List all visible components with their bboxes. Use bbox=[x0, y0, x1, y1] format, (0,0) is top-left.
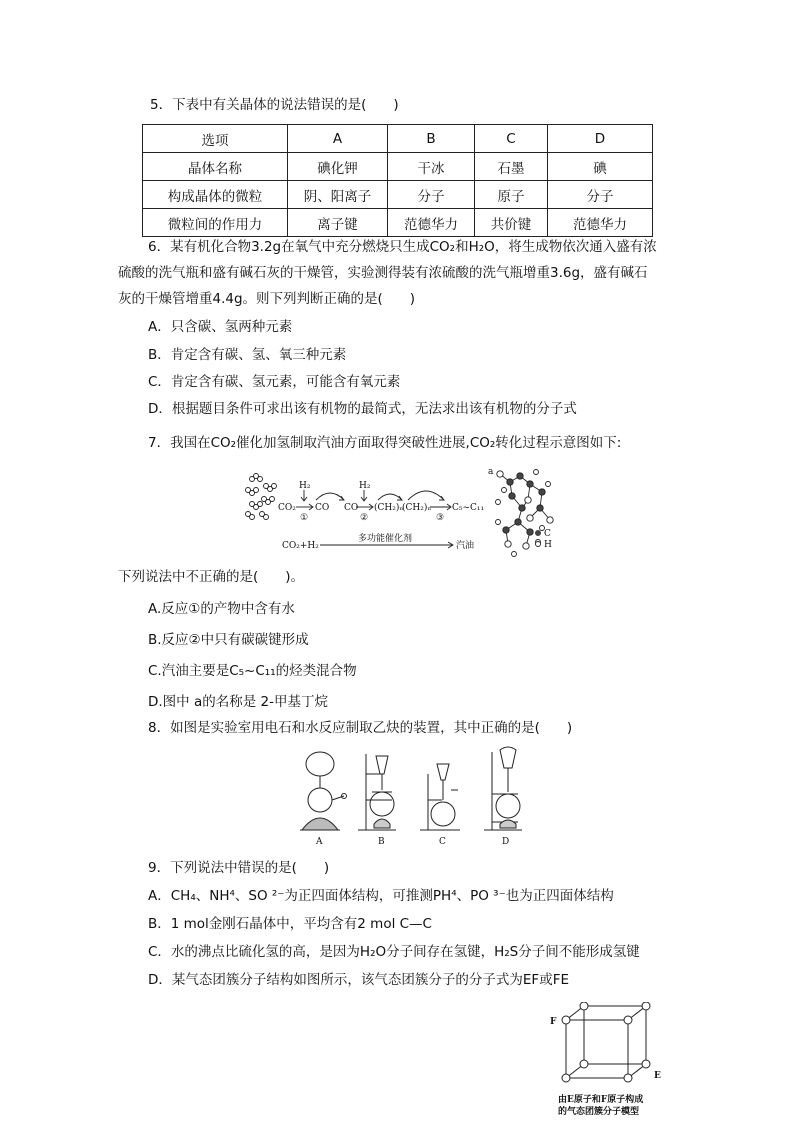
cube-label-f: F bbox=[550, 1017, 557, 1027]
cube-caption-line2: 的气态团簇分子模型 bbox=[558, 1107, 640, 1117]
table-cell: 碘 bbox=[548, 153, 653, 181]
fig-step1-label: ① bbox=[300, 513, 309, 523]
fig-co-label: CO bbox=[315, 503, 330, 513]
apparatus-label-b: B bbox=[378, 837, 385, 847]
table-cell: 微粒间的作用力 bbox=[143, 209, 288, 237]
fig-step2-label: ② bbox=[360, 513, 369, 523]
fig-overall-right: 汽油 bbox=[456, 541, 475, 551]
q6-option-b: B．肯定含有碳、氢、氧三种元素 bbox=[148, 347, 347, 363]
fig-catalyst-label: 多功能催化剂 bbox=[358, 534, 413, 544]
table-cell: 构成晶体的微粒 bbox=[143, 181, 288, 209]
crystal-table bbox=[142, 124, 653, 237]
q7-option-d: D.图中 a的名称是 2-甲基丁烷 bbox=[148, 694, 329, 710]
cube-label-e: E bbox=[654, 1071, 661, 1081]
q6-option-a: A．只含碳、氢两种元素 bbox=[148, 319, 293, 335]
table-cell: 选项 bbox=[143, 125, 288, 153]
q5-stem: 5．下表中有关晶体的说法错误的是( ) bbox=[150, 97, 399, 113]
table-cell: C bbox=[475, 125, 548, 153]
fig-overall-left: CO₂+H₂ bbox=[282, 541, 319, 551]
apparatus-label-a: A bbox=[316, 837, 323, 847]
cluster-molecule-figure bbox=[540, 1002, 670, 1120]
q6-option-c: C．肯定含有碳、氢元素，可能含有氧元素 bbox=[148, 374, 401, 390]
fig-product-label: C₅~C₁₁ bbox=[452, 503, 485, 513]
table-row bbox=[143, 209, 653, 237]
table-cell: 分子 bbox=[548, 181, 653, 209]
table-cell: 范德华力 bbox=[388, 209, 475, 237]
table-row bbox=[143, 125, 653, 153]
table-cell: 晶体名称 bbox=[143, 153, 288, 181]
q7-option-a: A.反应①的产物中含有水 bbox=[148, 601, 295, 617]
q6-line3: 灰的干燥管增重4.4g。则下列判断正确的是( ) bbox=[118, 291, 416, 307]
fig-co2-label: CO₂ bbox=[278, 503, 296, 513]
q9-stem: 9．下列说法中错误的是( ) bbox=[148, 860, 330, 876]
fig-legend-h: H bbox=[544, 540, 552, 550]
co2-conversion-diagram bbox=[242, 462, 562, 562]
table-row bbox=[143, 153, 653, 181]
q9-option-d: D．某气态团簇分子结构如图所示，该气态团簇分子的分子式为EF或FE bbox=[148, 972, 569, 988]
fig-ch2-label: (CH₂)ₙ bbox=[374, 503, 404, 513]
q7-option-c: C.汽油主要是C₅~C₁₁的烃类混合物 bbox=[148, 663, 357, 679]
q6-line2: 硫酸的洗气瓶和盛有碱石灰的干燥管，实验测得装有浓硫酸的洗气瓶增重3.6g，盛有碱石 bbox=[118, 265, 648, 281]
q7-option-b: B.反应②中只有碳碳键形成 bbox=[148, 632, 309, 648]
table-cell: A bbox=[288, 125, 388, 153]
table-cell: 阴、阳离子 bbox=[288, 181, 388, 209]
q9-option-c: C．水的沸点比硫化氢的高，是因为H₂O分子间存在氢键，H₂S分子间不能形成氢键 bbox=[148, 944, 640, 960]
table-cell: 碘化钾 bbox=[288, 153, 388, 181]
q8-stem: 8．如图是实验室用电石和水反应制取乙炔的装置，其中正确的是( ) bbox=[148, 720, 573, 736]
table-row bbox=[143, 181, 653, 209]
table-cell: 离子键 bbox=[288, 209, 388, 237]
fig-ch2-label-2: (CH₂)ₙ bbox=[402, 503, 432, 513]
fig-h2-label: H₂ bbox=[299, 481, 311, 491]
apparatus-label-d: D bbox=[502, 837, 510, 847]
table-cell: 共价键 bbox=[475, 209, 548, 237]
table-cell: B bbox=[388, 125, 475, 153]
acetylene-apparatus-figure bbox=[296, 744, 526, 850]
table-cell: 原子 bbox=[475, 181, 548, 209]
q7-prompt: 下列说法中不正确的是( )。 bbox=[118, 569, 305, 585]
q7-stem: 7．我国在CO₂催化加氢制取汽油方面取得突破性进展,CO₂转化过程示意图如下: bbox=[148, 435, 622, 451]
fig-label-a: a bbox=[488, 467, 494, 477]
q9-option-a: A．CH₄、NH⁴、SO ²⁻为正四面体结构，可推测PH⁴、PO ³⁻也为正四面体结构 bbox=[148, 888, 614, 904]
cube-caption-line1: 由E原子和F原子构成 bbox=[558, 1095, 644, 1105]
q6-option-d: D．根据题目条件可求出该有机物的最简式，无法求出该有机物的分子式 bbox=[148, 401, 577, 417]
fig-h2-label-2: H₂ bbox=[359, 481, 371, 491]
fig-step3-label: ③ bbox=[436, 513, 445, 523]
q6-line1: 6．某有机化合物3.2g在氧气中充分燃烧只生成CO₂和H₂O，将生成物依次通入盛有浓 bbox=[148, 239, 657, 255]
table-cell: D bbox=[548, 125, 653, 153]
table-cell: 分子 bbox=[388, 181, 475, 209]
table-cell: 石墨 bbox=[475, 153, 548, 181]
q9-option-b: B．1 mol金刚石晶体中，平均含有2 mol C—C bbox=[148, 916, 432, 932]
table-cell: 干冰 bbox=[388, 153, 475, 181]
table-cell: 范德华力 bbox=[548, 209, 653, 237]
apparatus-label-c: C bbox=[439, 837, 446, 847]
fig-co-label-2: CO bbox=[344, 503, 359, 513]
fig-legend-c: C bbox=[544, 529, 551, 539]
